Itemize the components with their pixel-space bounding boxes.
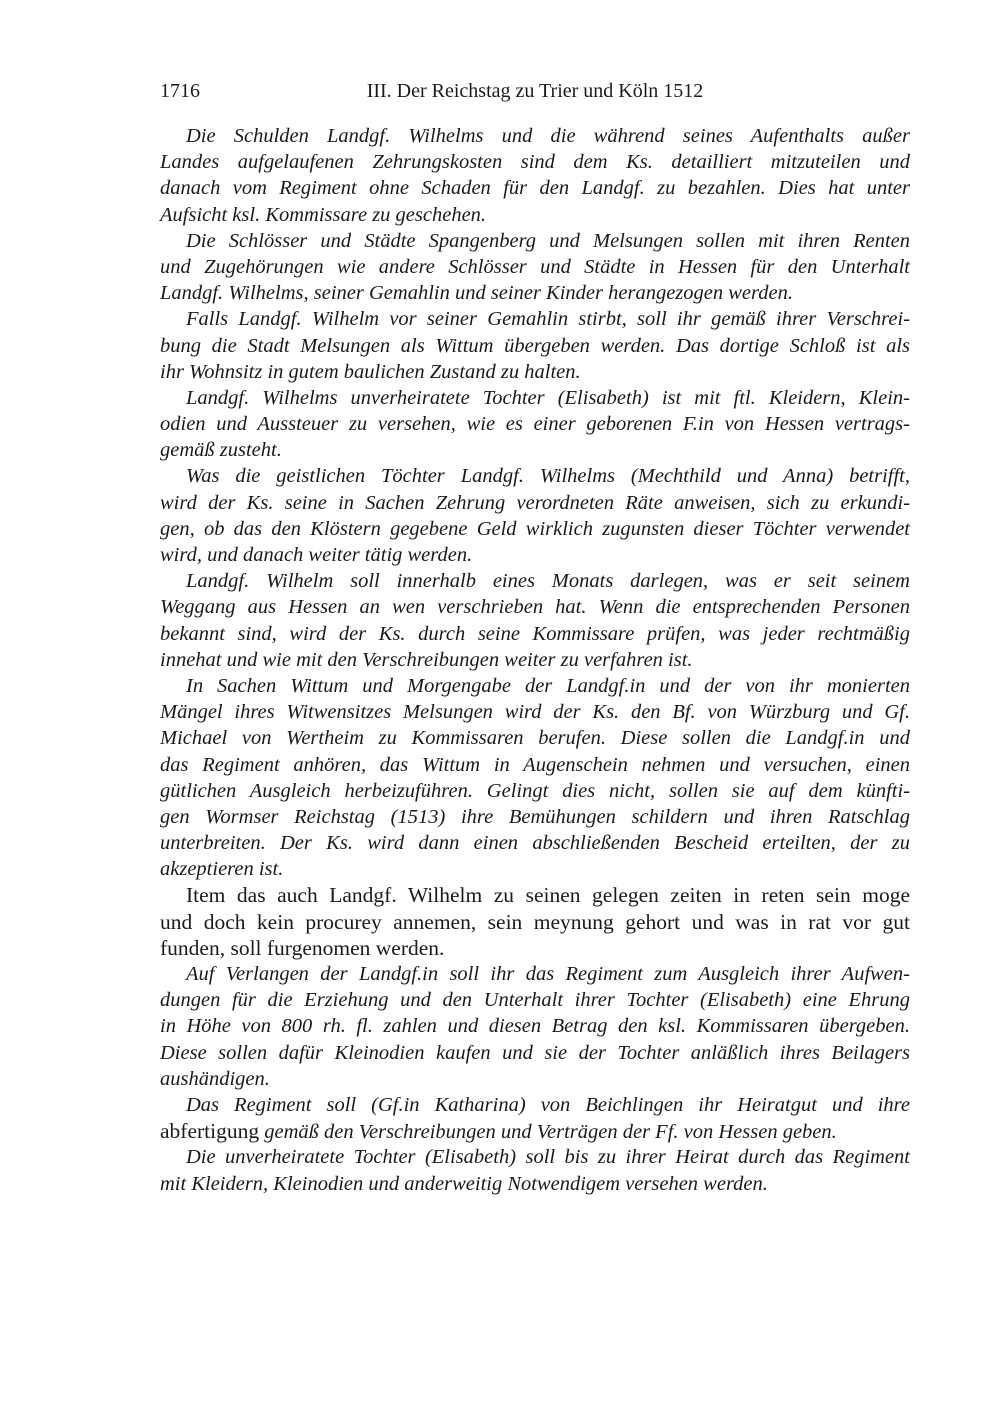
running-title: III. Der Reichstag zu Trier und Köln 1512 xyxy=(366,80,704,102)
text-line: Das Regiment soll (Gf.in Katharina) von Beichlingen ihr Heiratgut und ihre xyxy=(186,1093,910,1116)
text-line: ihr Wohnsitz in gutem baulichen Zustand zu halten. xyxy=(160,360,581,383)
text-line: und doch kein procurey annemen, sein meynung gehort und was in rat vor gut xyxy=(160,909,910,934)
text-line: Item das auch Landgf. Wilhelm zu seinen gelegen zeiten in reten sein moge xyxy=(186,883,910,908)
page-number: 1716 xyxy=(160,80,200,102)
paragraph xyxy=(160,961,910,1092)
text-line xyxy=(160,1118,910,1144)
text-line: gütlichen Ausgleich herbeizuführen. Gelingt dies nicht, sollen sie auf dem künfti- xyxy=(160,779,910,802)
paragraph xyxy=(160,306,910,385)
italic-text: gemäß den Verschreibungen und Verträgen der Ff. von Hessen geben. xyxy=(259,1121,837,1144)
text-line: aushändigen. xyxy=(160,1067,270,1090)
text-line: gen, ob das den Klöstern gegebene Geld wirklich zugunsten dieser Töchter verwendet xyxy=(160,517,910,540)
upright-quote: abfertigung xyxy=(160,1119,260,1144)
text-line: Die Schlösser und Städte Spangenberg und Melsungen sollen mit ihren Renten xyxy=(186,229,910,252)
text-line: wird, und danach weiter tätig werden. xyxy=(160,544,473,566)
text-line: Weggang aus Hessen an wen verschrieben hat. Wenn die entsprechenden Personen xyxy=(160,596,910,619)
text-line: das Regiment anhören, das Wittum in Augenschein nehmen und versuchen, einen xyxy=(160,753,910,776)
paragraph xyxy=(160,463,910,568)
paragraph xyxy=(160,568,910,673)
text-line: dungen für die Erziehung und den Unterhalt ihrer Tochter (Elisabeth) eine Ehrung xyxy=(160,989,910,1012)
text-line: bekannt sind, wird der Ks. durch seine Kommissare prüfen, was jeder rechtmäßig xyxy=(160,622,910,645)
text-line: Was die geistlichen Töchter Landgf. Wilhelms (Mechthild und Anna) betrifft, xyxy=(186,465,910,488)
paragraph xyxy=(160,385,910,464)
text-line: unterbreiten. Der Ks. wird dann einen abschließenden Bescheid erteilten, der zu xyxy=(160,832,910,855)
text-line: Landgf. Wilhelms unverheiratete Tochter (Elisabeth) ist mit ftl. Kleidern, Klein- xyxy=(186,386,910,409)
text-line: Mängel ihres Witwensitzes Melsungen wird der Ks. den Bf. von Würzburg und Gf. xyxy=(160,701,910,724)
paragraph xyxy=(160,1144,910,1196)
text-line: Landgf. Wilhelm soll innerhalb eines Monats darlegen, was er seit seinem xyxy=(186,570,910,593)
text-line: mit Kleidern, Kleinodien und anderweitig Notwendigem versehen werden. xyxy=(160,1172,768,1195)
text-line: gen Wormser Reichstag (1513) ihre Bemühungen schildern und ihren Ratschlag xyxy=(160,805,910,828)
text-line: und Zugehörungen wie andere Schlösser und Städte in Hessen für den Unterhalt xyxy=(160,255,910,278)
text-line: Landes aufgelaufenen Zehrungskosten sind dem Ks. detailliert mitzuteilen und xyxy=(160,151,910,174)
text-line: Auf Verlangen der Landgf.in soll ihr das Regiment zum Ausgleich ihrer Aufwen- xyxy=(186,963,910,985)
text-line: odien und Aussteuer zu versehen, wie es einer geborenen F.in von Hessen vertrags- xyxy=(160,413,910,436)
text-line: akzeptieren ist. xyxy=(160,858,284,881)
text-line: danach vom Regiment ohne Schaden für den Landgf. zu bezahlen. Dies hat unter xyxy=(160,177,910,200)
document-body xyxy=(160,123,910,1197)
text-line: In Sachen Wittum und Morgengabe der Landgf.in und der von ihr monierten xyxy=(186,674,910,697)
text-line: Diese sollen dafür Kleinodien kaufen und sie der Tochter anläßlich ihres Beilagers xyxy=(160,1041,910,1064)
text-line: Michael von Wertheim zu Kommissaren berufen. Diese sollen die Landgf.in und xyxy=(160,727,910,750)
paragraph xyxy=(160,882,910,961)
text-line: Falls Landgf. Wilhelm vor seiner Gemahlin stirbt, soll ihr gemäß ihrer Verschrei- xyxy=(186,308,910,331)
text-line: in Höhe von 800 rh. fl. zahlen und diesen Betrag den ksl. Kommissaren übergeben. xyxy=(160,1015,910,1038)
text-line: Aufsicht ksl. Kommissare zu geschehen. xyxy=(160,203,487,226)
text-line: Landgf. Wilhelms, seiner Gemahlin und seiner Kinder herangezogen werden. xyxy=(160,282,793,305)
text-line: innehat und wie mit den Verschreibungen weiter zu verfahren ist. xyxy=(160,648,693,671)
text-line: Die Schulden Landgf. Wilhelms und die während seines Aufenthalts außer xyxy=(186,125,910,147)
paragraph xyxy=(160,673,910,883)
text-line: wird der Ks. seine in Sachen Zehrung verordneten Räte anweisen, sich zu erkundi- xyxy=(160,491,910,514)
paragraph xyxy=(160,123,910,228)
text-line: gemäß zusteht. xyxy=(160,439,282,462)
text-line: funden, soll furgenomen werden. xyxy=(160,935,445,960)
text-line: bung die Stadt Melsungen als Wittum übergeben werden. Das dortige Schloß ist als xyxy=(160,334,910,357)
paragraph xyxy=(160,228,910,307)
paragraph xyxy=(160,1092,910,1144)
text-line: Die unverheiratete Tochter (Elisabeth) soll bis zu ihrer Heirat durch das Regiment xyxy=(186,1146,910,1169)
